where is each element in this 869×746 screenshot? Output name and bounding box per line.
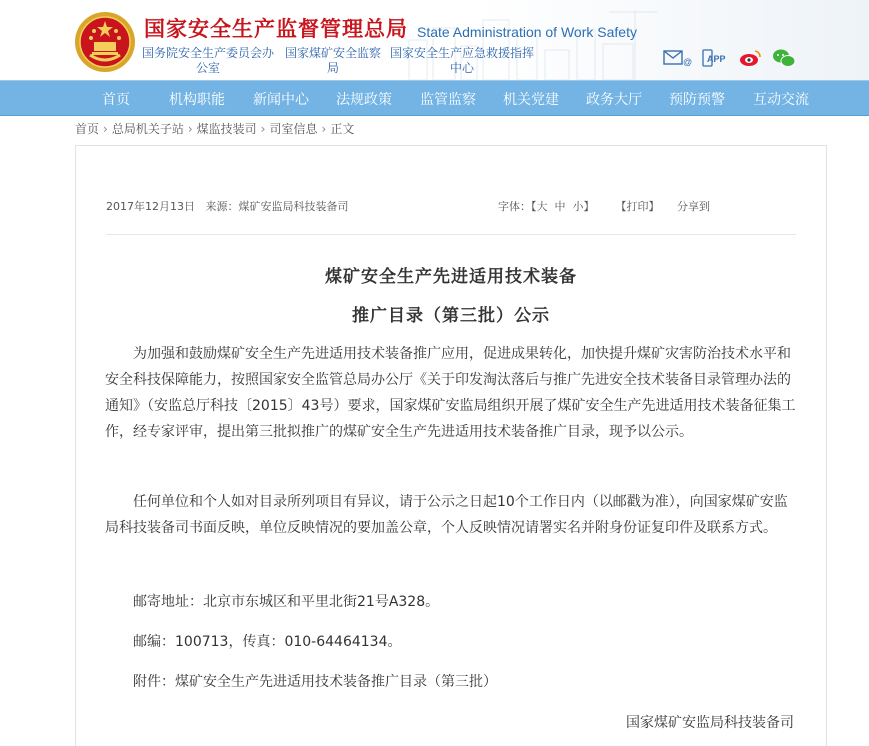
link-line2: 公室	[195, 61, 220, 75]
breadcrumb-substation[interactable]: 总局机关子站	[111, 122, 184, 136]
font-size-close: 】	[583, 200, 595, 213]
article-container	[75, 145, 827, 746]
breadcrumb-separator: ›	[321, 122, 327, 136]
font-medium-button[interactable]: 中	[554, 200, 566, 213]
link-line1: 国家安全生产应急救援指挥	[389, 46, 534, 60]
nav-interaction[interactable]: 互动交流	[753, 92, 809, 108]
breadcrumb-separator: ›	[187, 122, 193, 136]
nav-regulations[interactable]: 法规政策	[336, 92, 392, 108]
article-signature: 国家煤矿安监局科技装备司	[626, 715, 794, 731]
nav-early-warning[interactable]: 预防预警	[669, 92, 725, 108]
nav-supervision[interactable]: 监管监察	[420, 92, 476, 108]
source-value: 煤矿安监局科技装备司	[238, 200, 349, 213]
article-attachment-link[interactable]: 附件：煤矿安全生产先进适用技术装备推广目录（第三批）	[133, 674, 497, 690]
font-small-button[interactable]: 小	[572, 200, 584, 213]
nav-news[interactable]: 新闻中心	[253, 92, 309, 108]
article-meta	[106, 198, 349, 214]
link-line1: 国务院安全生产委员会办	[141, 46, 274, 60]
nav-home[interactable]: 首页	[102, 92, 130, 108]
link-emergency-rescue-center[interactable]	[388, 46, 536, 76]
breadcrumb-separator: ›	[260, 122, 266, 136]
link-line1: 国家煤矿安全监察	[284, 46, 381, 60]
svg-text:@: @	[683, 57, 693, 67]
breadcrumb-current: 正文	[330, 122, 355, 136]
article-paragraph: 任何单位和个人如对目录所列项目有异议，请于公示之日起10个工作日内（以邮戳为准），向国家煤矿安监局科技装备司书面反映，单位反映情况的要加盖公章，个人反映情况请署实名并附身份证复印件及联系方式。	[105, 494, 788, 536]
breadcrumb-office-info[interactable]: 司室信息	[269, 122, 318, 136]
national-emblem	[74, 11, 136, 73]
site-title-english: State Administration of Work Safety	[417, 24, 637, 40]
nav-government-hall[interactable]: 政务大厅	[586, 92, 642, 108]
print-button[interactable]: 【打印】	[615, 200, 660, 213]
source-label: 来源：	[205, 200, 239, 213]
breadcrumb-department[interactable]: 煤监技装司	[196, 122, 257, 136]
app-label: APP	[707, 54, 726, 64]
link-state-council-safety-office[interactable]	[140, 46, 276, 76]
nav-institution[interactable]: 机构职能	[169, 92, 225, 108]
link-line2: 局	[326, 61, 339, 75]
breadcrumb	[75, 120, 354, 137]
font-large-button[interactable]: 大	[536, 200, 548, 213]
breadcrumb-home[interactable]: 首页	[75, 122, 100, 136]
site-title[interactable]: 国家安全生产监督管理总局	[144, 17, 408, 41]
header-icon-bar	[663, 47, 796, 69]
wechat-icon[interactable]	[772, 47, 796, 69]
meta-divider	[106, 234, 796, 235]
weibo-icon[interactable]	[739, 47, 763, 69]
link-line2: 中心	[449, 61, 474, 75]
article-title-line2: 推广目录（第三批）公示	[352, 306, 550, 326]
site-header	[0, 0, 869, 80]
share-button[interactable]: 分享到	[676, 200, 710, 213]
nav-party-building[interactable]: 机关党建	[503, 92, 559, 108]
article-paragraph: 为加强和鼓励煤矿安全生产先进适用技术装备推广应用，促进成果转化，加快提升煤矿灾害防治技术水平和安全科技保障能力，按照国家安全监管总局办公厅《关于印发淘汰落后与推广先进安全技术装备目录管理办法的通知》（安监总厅科技〔2015〕43号）要求，国家煤矿安监局组织开展了煤矿安全生产先进适用技术装备征集工作，经专家评审，提出第三批拟推广的煤矿安全生产先进适用技术装备推广目录，现予以公示。	[105, 346, 796, 440]
font-size-label: 字体：【	[498, 200, 537, 213]
breadcrumb-separator: ›	[103, 122, 108, 136]
article-tools	[498, 198, 710, 214]
publish-date: 2017年12月13日	[106, 200, 195, 213]
article-title-line1: 煤矿安全生产先进适用技术装备	[325, 267, 577, 287]
email-icon[interactable]	[663, 47, 693, 69]
link-coal-mine-safety-bureau[interactable]	[283, 46, 383, 76]
app-icon[interactable]	[702, 47, 730, 69]
article-paragraph-postcode: 邮编：100713，传真：010-64464134。	[133, 634, 402, 650]
article-paragraph-address: 邮寄地址：北京市东城区和平里北街21号A328。	[133, 594, 440, 610]
